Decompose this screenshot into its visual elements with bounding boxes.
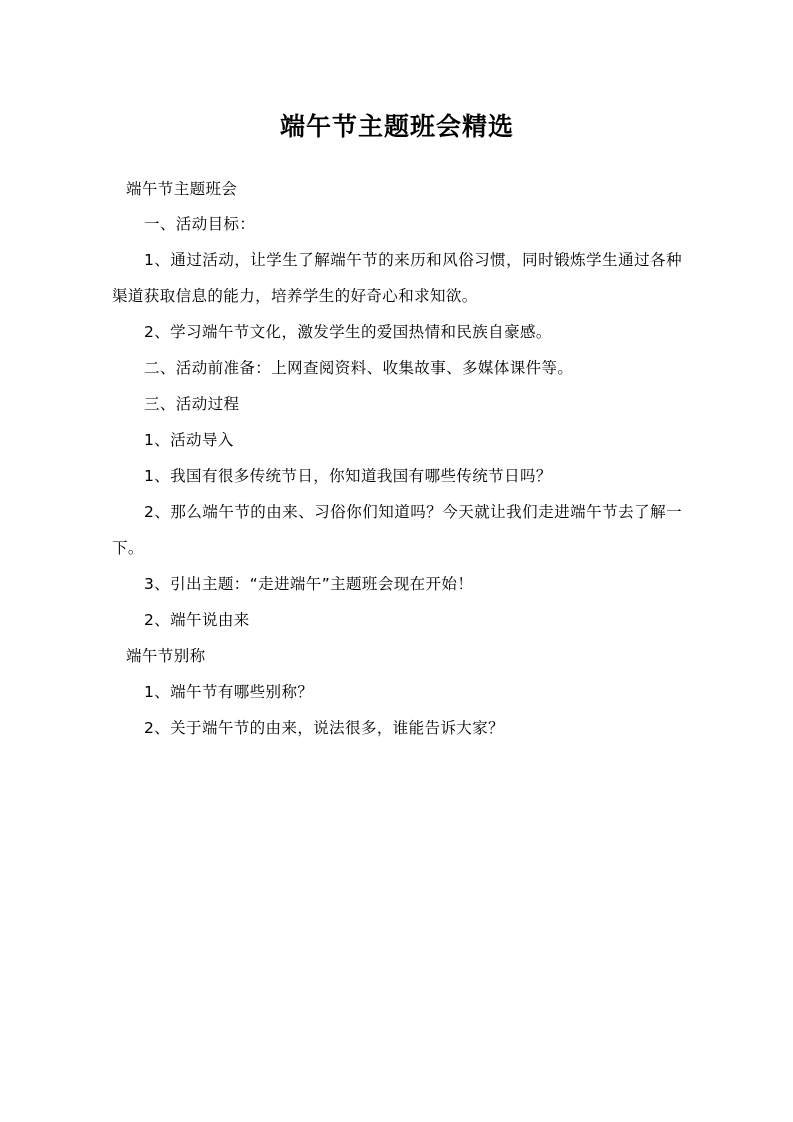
paragraph-5: 二、活动前准备：上网查阅资料、收集故事、多媒体课件等。 <box>144 359 574 378</box>
paragraph-10: 3、引出主题：“走进端午”主题班会现在开始！ <box>144 574 474 593</box>
document-body <box>112 108 682 747</box>
paragraph-11: 2、端午说由来 <box>144 610 250 629</box>
paragraph-2: 一、活动目标： <box>144 215 256 234</box>
paragraph-9: 2、那么端午节的由来、习俗你们知道吗？今天就让我们走进端午节去了解一下。 <box>112 503 682 558</box>
paragraph-1: 端午节主题班会 <box>126 179 238 198</box>
paragraph-4: 2、学习端午节文化，激发学生的爱国热情和民族自豪感。 <box>144 323 552 342</box>
paragraph-13: 1、端午节有哪些别称？ <box>144 682 314 701</box>
paragraph-3: 1、通过活动，让学生了解端午节的来历和风俗习惯，同时锻炼学生通过各种渠道获取信息的能力，培养学生的好奇心和求知欲。 <box>112 251 682 306</box>
paragraph-7: 1、活动导入 <box>144 431 234 450</box>
paragraph-6: 三、活动过程 <box>144 395 240 414</box>
page-title: 端午节主题班会精选 <box>279 112 514 141</box>
paragraph-12: 端午节别称 <box>126 646 206 665</box>
paragraph-8: 1、我国有很多传统节日，你知道我国有哪些传统节日吗？ <box>144 467 552 486</box>
paragraph-14: 2、关于端午节的由来，说法很多，谁能告诉大家？ <box>144 718 505 737</box>
